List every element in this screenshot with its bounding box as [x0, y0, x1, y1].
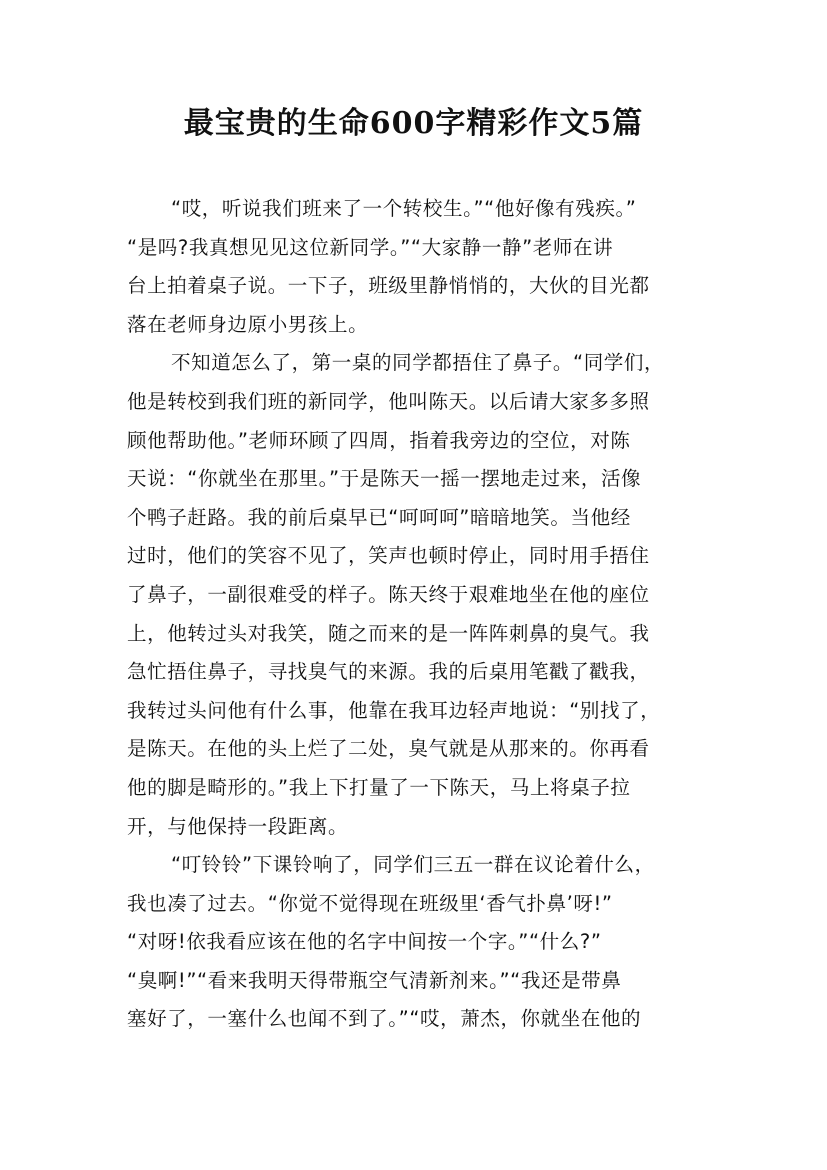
- document-title: 最宝贵的生命600字精彩作文5篇: [183, 106, 644, 141]
- text-line: 不知道怎么了，第一桌的同学都捂住了鼻子。“同学们，: [171, 351, 665, 375]
- text-line: 是陈天。在他的头上烂了二处，臭气就是从那来的。你再看: [127, 737, 650, 761]
- text-line: 他是转校到我们班的新同学，他叫陈天。以后请大家多多照: [127, 389, 650, 413]
- text-line: “臭啊!”“看来我明天得带瓶空气清新剂来。”“我还是带鼻: [127, 968, 622, 992]
- text-line: 上，他转过头对我笑，随之而来的是一阵阵刺鼻的臭气。我: [127, 621, 650, 645]
- text-line: 急忙捂住鼻子，寻找臭气的来源。我的后桌用笔戳了戳我，: [127, 660, 650, 684]
- text-line: 塞好了，一塞什么也闻不到了。”“哎，萧杰，你就坐在他的: [127, 1007, 642, 1031]
- text-line: 个鸭子赶路。我的前后桌早已“呵呵呵”暗暗地笑。当他经: [127, 505, 631, 529]
- text-line: 顾他帮助他。”老师环顾了四周，指着我旁边的空位，对陈: [127, 428, 631, 452]
- text-line: 我转过头问他有什么事，他靠在我耳边轻声地说：“别找了，: [127, 698, 661, 722]
- text-line: 了鼻子，一副很难受的样子。陈天终于艰难地坐在他的座位: [127, 582, 650, 606]
- text-line: 台上拍着桌子说。一下子，班级里静悄悄的，大伙的目光都: [127, 274, 650, 298]
- text-line: 他的脚是畸形的。”我上下打量了一下陈天，马上将桌子拉: [127, 775, 631, 799]
- text-line: 我也凑了过去。“你觉不觉得现在班级里‘香气扑鼻’呀!”: [127, 891, 613, 915]
- text-line: “哎，听说我们班来了一个转校生。”“他好像有残疾。”: [171, 197, 637, 220]
- text-line: 落在老师身边原小男孩上。: [127, 312, 369, 336]
- text-line: “叮铃铃”下课铃响了，同学们三五一群在议论着什么，: [171, 853, 655, 877]
- text-line: 天说：“你就坐在那里。”于是陈天一摇一摆地走过来，活像: [127, 467, 642, 491]
- text-line: 过时，他们的笑容不见了，笑声也顿时停止，同时用手捂住: [127, 544, 650, 568]
- text-line: “对呀!依我看应该在他的名字中间按一个字。”“什么?”: [127, 930, 602, 954]
- document-body: [127, 190, 707, 1039]
- text-line: “是吗?我真想见见这位新同学。”“大家静一静”老师在讲: [127, 235, 614, 259]
- text-line: 开，与他保持一段距离。: [127, 814, 349, 838]
